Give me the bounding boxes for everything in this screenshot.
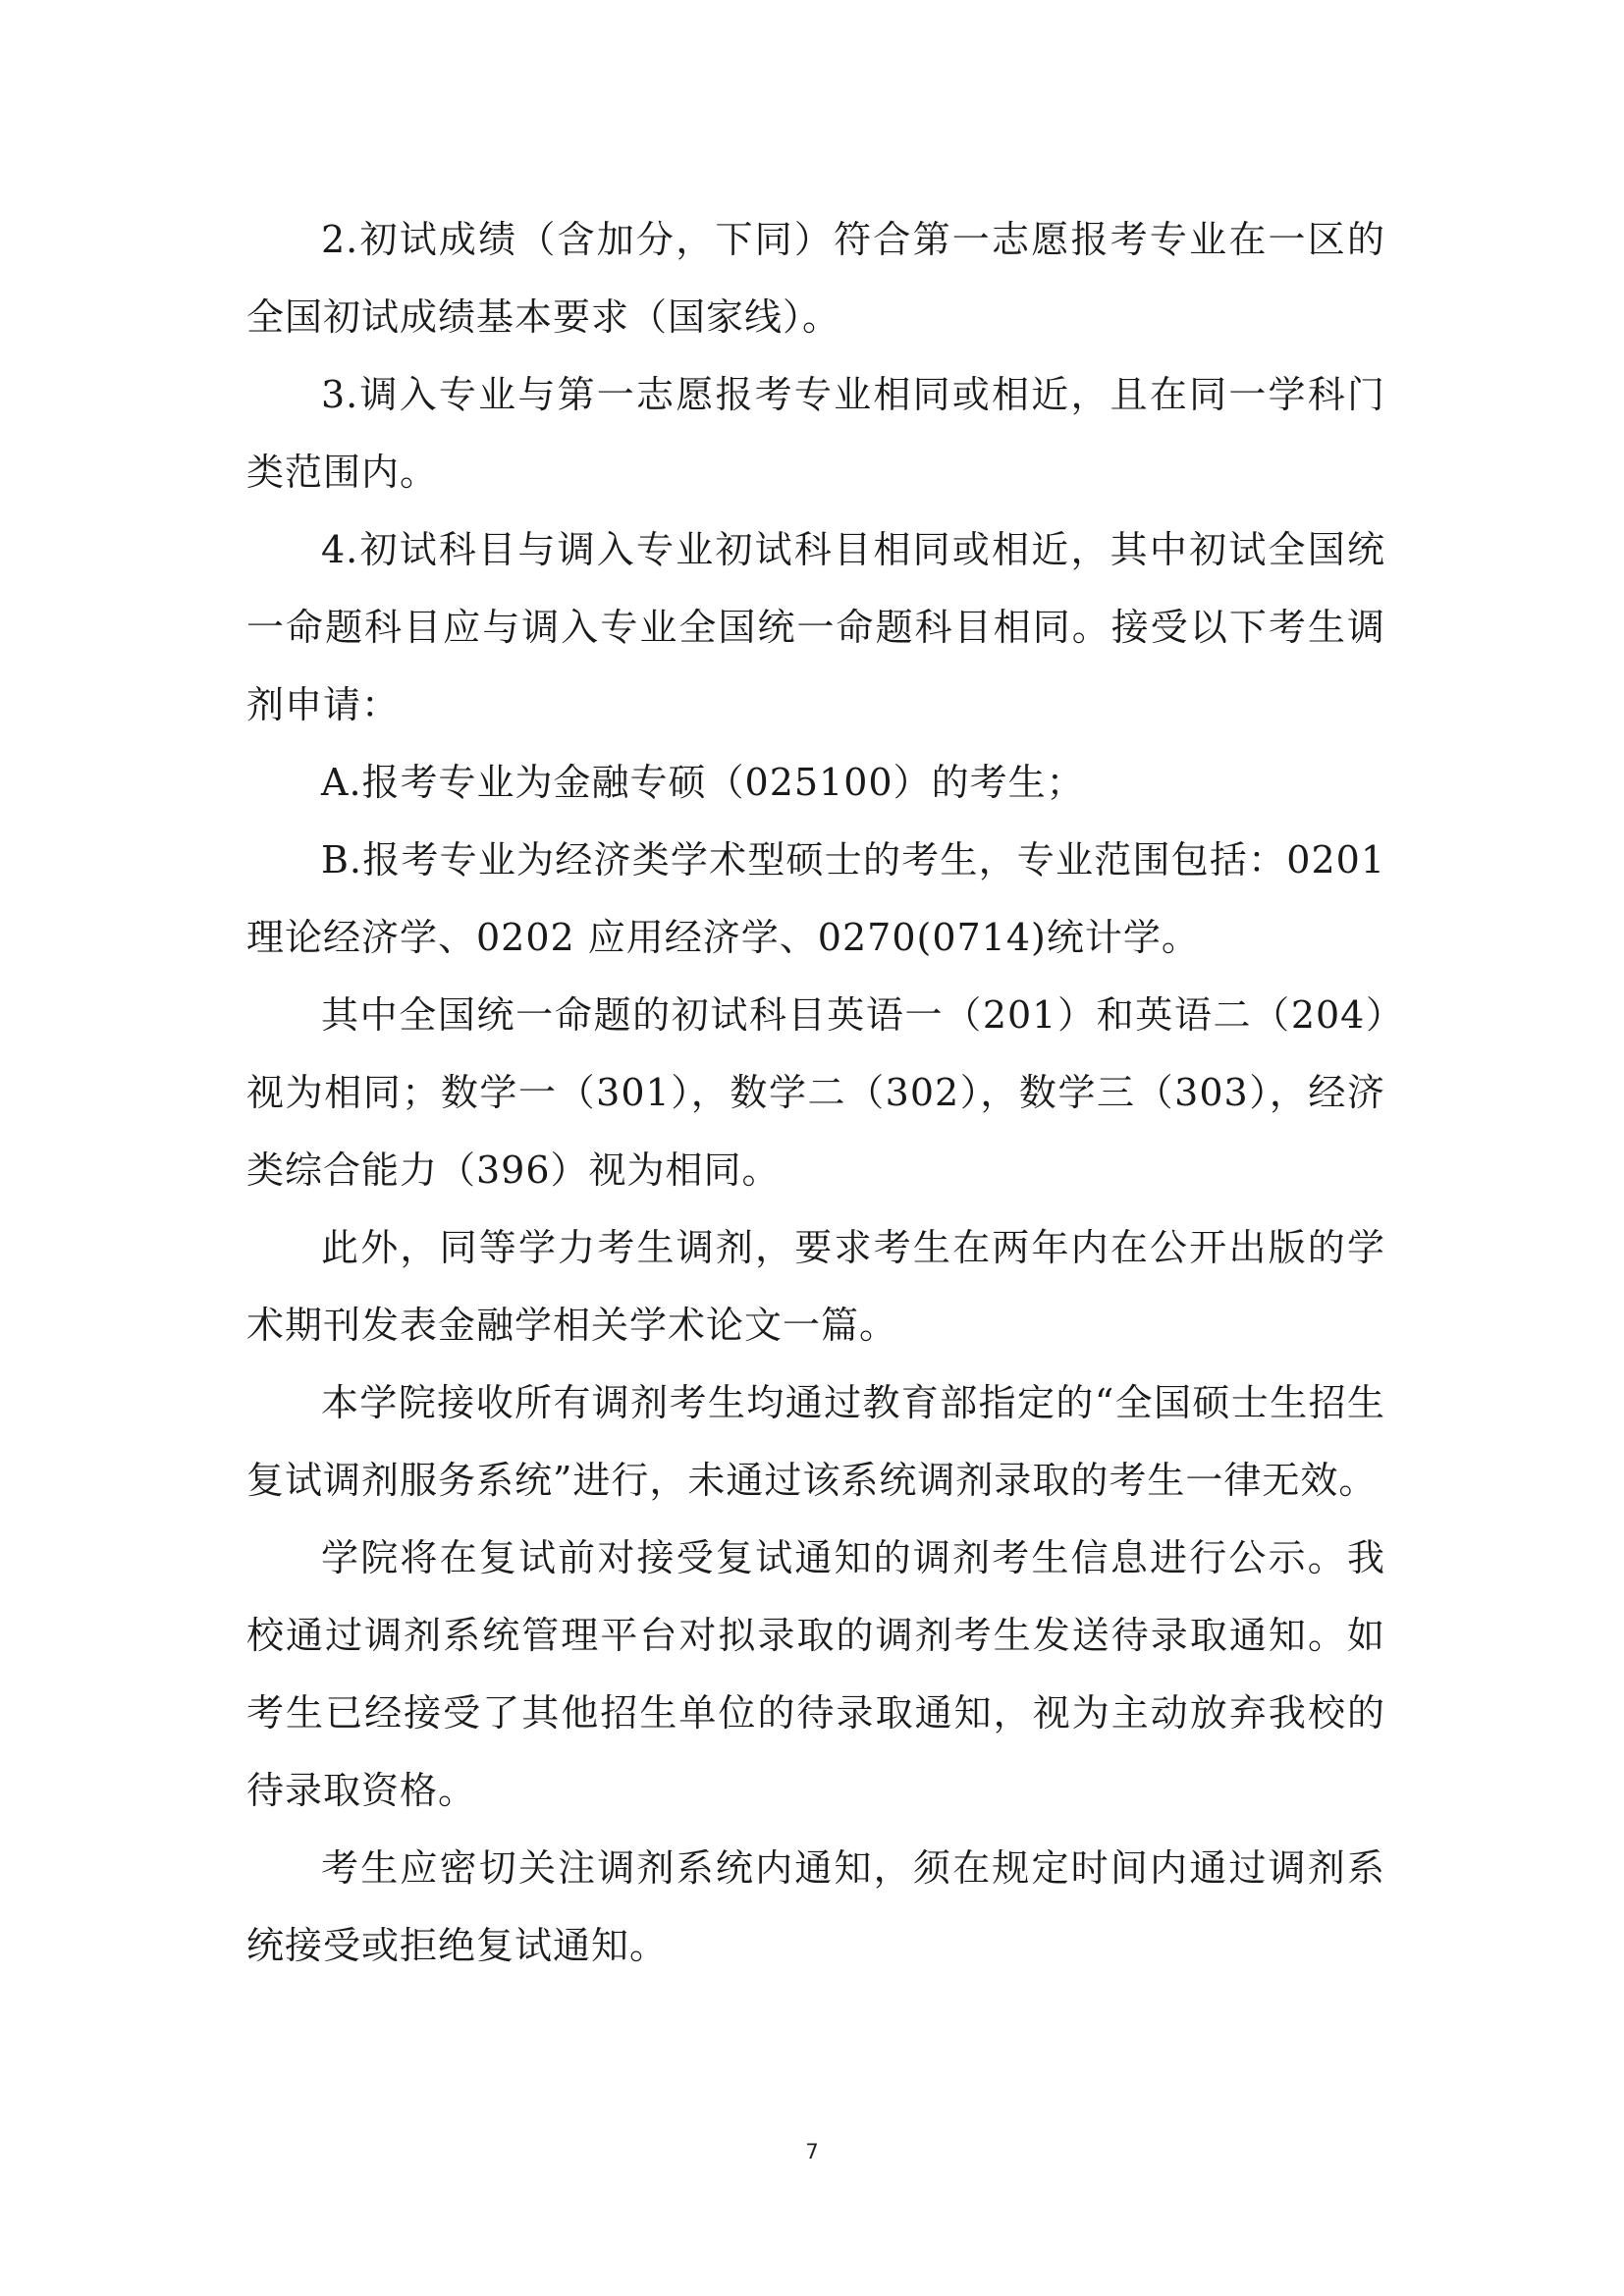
paragraph-requirement-4: 4.初试科目与调入专业初试科目相同或相近，其中初试全国统一命题科目应与调入专业全国统一命题科目相同。接受以下考生调剂申请：: [246, 528, 1385, 726]
paragraph-option-b: B.报考专业为经济类学术型硕士的考生，专业范围包括：0201 理论经济学、0202 应用经济学、0270(0714)统计学。: [246, 838, 1385, 959]
paragraph-equivalent-subjects: 其中全国统一命题的初试科目英语一（201）和英语二（204）视为相同；数学一（301），数学二（302），数学三（303），经济类综合能力（396）视为相同。: [246, 993, 1385, 1192]
paragraph-publicity: 学院将在复试前对接受复试通知的调剂考生信息进行公示。我校通过调剂系统管理平台对拟录取的调剂考生发送待录取通知。如考生已经接受了其他招生单位的待录取通知，视为主动放弃我校的待录取资格。: [246, 1536, 1385, 1812]
paragraph-notice: 考生应密切关注调剂系统内通知，须在规定时间内通过调剂系统接受或拒绝复试通知。: [246, 1846, 1385, 1967]
paragraph-equivalent-education: 此外，同等学力考生调剂，要求考生在两年内在公开出版的学术期刊发表金融学相关学术论文一篇。: [246, 1226, 1385, 1347]
paragraph-requirement-3: 3.调入专业与第一志愿报考专业相同或相近，且在同一学科门类范围内。: [246, 373, 1385, 494]
paragraph-option-a: A.报考专业为金融专硕（025100）的考生；: [321, 761, 1085, 804]
paragraph-adjustment-system: 本学院接收所有调剂考生均通过教育部指定的“全国硕士生招生复试调剂服务系统”进行，未通过该系统调剂录取的考生一律无效。: [246, 1381, 1385, 1502]
page-number: 7: [805, 2140, 819, 2163]
body-text: [246, 201, 1385, 1985]
paragraph-requirement-2: 2.初试成绩（含加分，下同）符合第一志愿报考专业在一区的全国初试成绩基本要求（国家线）。: [246, 218, 1385, 339]
